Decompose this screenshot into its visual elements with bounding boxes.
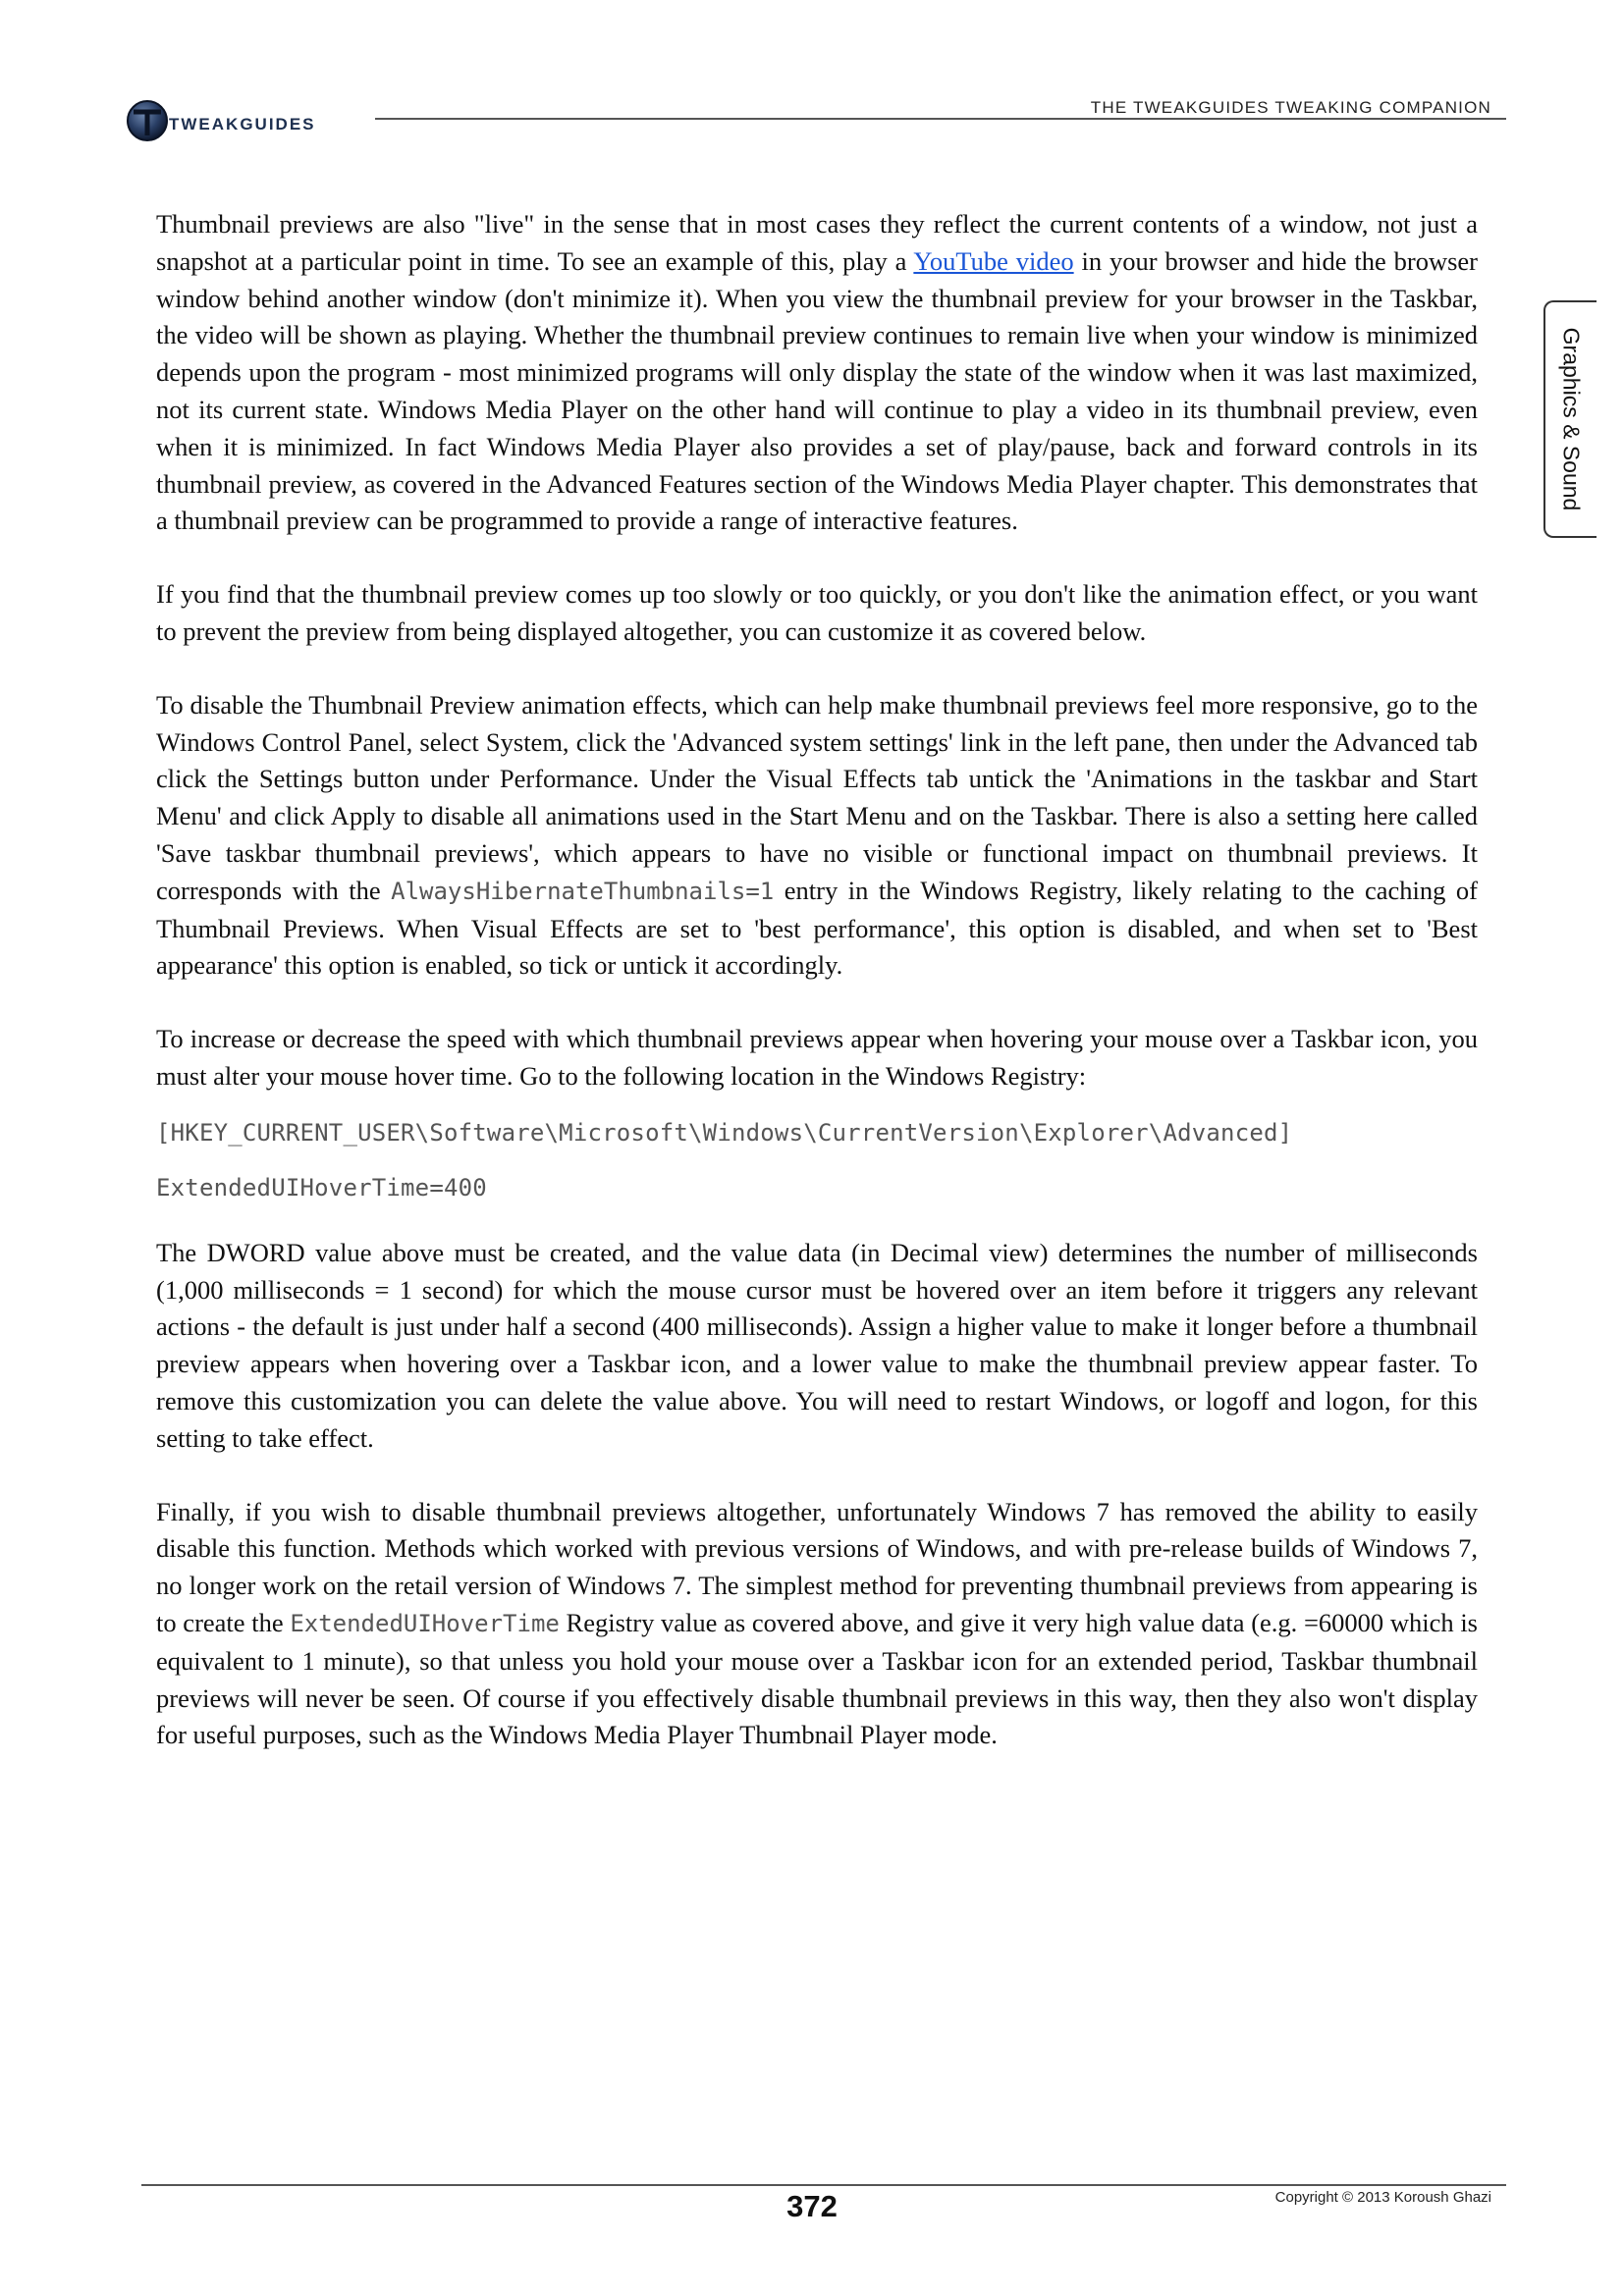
paragraph-disable-previews	[156, 1494, 1478, 1755]
paragraph-customize-intro: If you find that the thumbnail preview comes up too slowly or too quickly, or you don't like the animation effect, or you want to prevent the preview from being displayed altogether, you can customize it as covered below.	[156, 579, 1478, 646]
registry-value-inline: ExtendedUIHoverTime	[290, 1609, 560, 1637]
header-rule	[375, 118, 1506, 120]
paragraph-text: Registry value as covered above, and give it very high value data (e.g. =60000 which is equivalent to 1 minute), so that unless you hold your mouse over a Taskbar icon for an extended period, Taskbar thumbnail previews will never be seen. Of course if you effectively disable thumbnail previews in this way, then they also won't display for useful purposes, such as the Windows Media Player Thumbnail Player mode.	[156, 1607, 1478, 1750]
header-title: THE TWEAKGUIDES TWEAKING COMPANION	[1090, 98, 1491, 117]
paragraph-text: in your browser and hide the browser window behind another window (don't minimize it). When you view the thumbnail preview for your browser in the Taskbar, the video will be shown as playing. Whether the thumbnail preview continues to remain live when your window is minimized depends upon the program - most minimized programs will only display the state of the window when it was last maximized, not its current state. Windows Media Player on the other hand will continue to play a video in its thumbnail preview, even when it is minimized. In fact Windows Media Player also provides a set of play/pause, back and forward controls in its thumbnail preview, as covered in the Advanced Features section of the Windows Media Player chapter. This demonstrates that a thumbnail preview can be programmed to provide a range of interactive features.	[156, 245, 1478, 536]
paragraph-dword-explanation: The DWORD value above must be created, and the value data (in Decimal view) determines the number of milliseconds (1,000 milliseconds = 1 second) for which the mouse cursor must be hovered over an item before it triggers any relevant actions - the default is just under half a second (400 milliseconds). Assign a higher value to make it longer before a thumbnail preview appears when hovering over a Taskbar icon, and a lower value to make the thumbnail preview appear faster. To remove this customization you can delete the value above. You will need to restart Windows, or logoff and logon, for this setting to take effect.	[156, 1237, 1478, 1453]
registry-value: ExtendedUIHoverTime=400	[156, 1173, 487, 1201]
page-content	[156, 206, 1478, 1790]
tweakguides-logo	[126, 98, 361, 143]
side-tab-label: Graphics & Sound	[1558, 327, 1585, 511]
paragraph-text: entry in the Windows Registry, likely relating to the caching of Thumbnail Previews. When Visual Effects are set to 'best performance', this option is disabled, and when set to 'Best appearance' this option is enabled, so tick or untick it accordingly.	[156, 875, 1478, 981]
paragraph-disable-animations	[156, 687, 1478, 985]
paragraph-text: To disable the Thumbnail Preview animation effects, which can help make thumbnail previews feel more responsive, go to the Windows Control Panel, select System, click the 'Advanced system settings' link in the left pane, then under the Advanced tab click the Settings button under Performance. Under the Visual Effects tab untick the 'Animations in the taskbar and Start Menu' and click Apply to disable all animations used in the Start Menu and on the Taskbar. There is also a setting here called 'Save taskbar thumbnail previews', which appears to have no visible or functional impact on thumbnail previews. It corresponds with the	[156, 689, 1478, 905]
registry-entry-inline: AlwaysHibernateThumbnails=1	[391, 877, 775, 905]
paragraph-text: Finally, if you wish to disable thumbnail previews altogether, unfortunately Windows 7 has removed the ability to easily disable this function. Methods which worked with previous versions of Windows, and with pre-release builds of Windows 7, no longer work on the retail version of Windows 7. The simplest method for preventing thumbnail previews from appearing is to create the	[156, 1496, 1478, 1637]
youtube-video-link[interactable]: YouTube video	[913, 245, 1074, 276]
paragraph-live-previews	[156, 206, 1478, 540]
paragraph-hover-speed: To increase or decrease the speed with which thumbnail previews appear when hovering your mouse over a Taskbar icon, you must alter your mouse hover time. Go to the following location in the Windows Registry:	[156, 1024, 1478, 1091]
registry-key-path: [HKEY_CURRENT_USER\Software\Microsoft\Windows\CurrentVersion\Explorer\Advanced]	[156, 1118, 1293, 1147]
copyright-notice: Copyright © 2013 Koroush Ghazi	[1274, 2189, 1491, 2206]
footer-rule	[141, 2184, 1506, 2186]
paragraph-text: Thumbnail previews are also "live" in the sense that in most cases they reflect the current contents of a window, not just a snapshot at a particular point in time. To see an example of this, play a	[156, 209, 1478, 276]
section-side-tab[interactable]	[1543, 300, 1597, 538]
logo-text: TWEAKGUIDES	[169, 115, 316, 133]
page-number: 372	[786, 2189, 838, 2223]
